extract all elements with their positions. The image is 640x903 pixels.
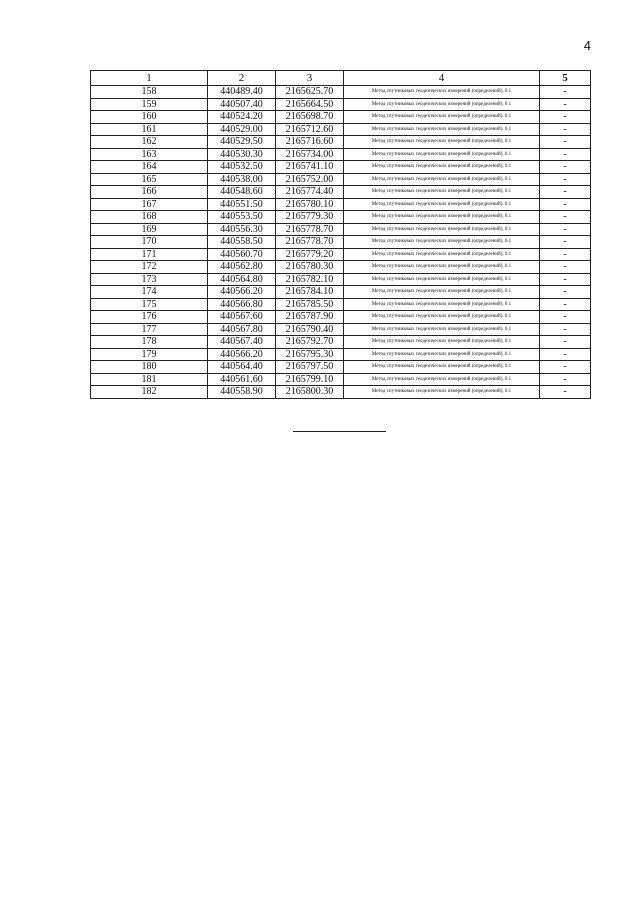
note-cell: - bbox=[540, 198, 591, 211]
note-cell: - bbox=[540, 311, 591, 324]
note-cell: - bbox=[540, 98, 591, 111]
x-coordinate-cell: 440551.50 bbox=[208, 198, 276, 211]
method-description-cell: Метод спутниковых геодезических измерений (определений), 0.1 bbox=[344, 211, 540, 224]
x-coordinate-cell: 440560.70 bbox=[208, 248, 276, 261]
y-coordinate-cell: 2165790.40 bbox=[276, 323, 344, 336]
method-description-cell: Метод спутниковых геодезических измерений (определений), 0.1 bbox=[344, 336, 540, 349]
header-col-1: 1 bbox=[91, 71, 208, 86]
method-description-cell: Метод спутниковых геодезических измерений (определений), 0.1 bbox=[344, 348, 540, 361]
table-row bbox=[91, 136, 591, 149]
note-cell: - bbox=[540, 223, 591, 236]
note-cell: - bbox=[540, 373, 591, 386]
point-number-cell: 174 bbox=[91, 286, 208, 299]
table-row bbox=[91, 173, 591, 186]
page-number: 4 bbox=[583, 38, 591, 53]
method-description-cell: Метод спутниковых геодезических измерений (определений), 0.1 bbox=[344, 186, 540, 199]
y-coordinate-cell: 2165785.50 bbox=[276, 298, 344, 311]
table-row bbox=[91, 248, 591, 261]
note-cell: - bbox=[540, 186, 591, 199]
method-description-cell: Метод спутниковых геодезических измерений (определений), 0.1 bbox=[344, 236, 540, 249]
note-cell: - bbox=[540, 148, 591, 161]
note-cell: - bbox=[540, 273, 591, 286]
method-description-cell: Метод спутниковых геодезических измерений (определений), 0.1 bbox=[344, 223, 540, 236]
y-coordinate-cell: 2165795.30 bbox=[276, 348, 344, 361]
table-row bbox=[91, 123, 591, 136]
note-cell: - bbox=[540, 286, 591, 299]
x-coordinate-cell: 440566.20 bbox=[208, 348, 276, 361]
y-coordinate-cell: 2165778.70 bbox=[276, 223, 344, 236]
x-coordinate-cell: 440567.60 bbox=[208, 311, 276, 324]
table-row bbox=[91, 361, 591, 374]
table-row bbox=[91, 273, 591, 286]
table-row bbox=[91, 286, 591, 299]
point-number-cell: 162 bbox=[91, 136, 208, 149]
method-description-cell: Метод спутниковых геодезических измерений (определений), 0.1 bbox=[344, 273, 540, 286]
method-description-cell: Метод спутниковых геодезических измерений (определений), 0.1 bbox=[344, 148, 540, 161]
y-coordinate-cell: 2165698.70 bbox=[276, 111, 344, 124]
y-coordinate-cell: 2165752.00 bbox=[276, 173, 344, 186]
note-cell: - bbox=[540, 261, 591, 274]
method-description-cell: Метод спутниковых геодезических измерений (определений), 0.1 bbox=[344, 386, 540, 399]
point-number-cell: 158 bbox=[91, 86, 208, 99]
y-coordinate-cell: 2165784.10 bbox=[276, 286, 344, 299]
note-cell: - bbox=[540, 248, 591, 261]
y-coordinate-cell: 2165716.60 bbox=[276, 136, 344, 149]
method-description-cell: Метод спутниковых геодезических измерений (определений), 0.1 bbox=[344, 173, 540, 186]
point-number-cell: 161 bbox=[91, 123, 208, 136]
note-cell: - bbox=[540, 161, 591, 174]
x-coordinate-cell: 440553.50 bbox=[208, 211, 276, 224]
point-number-cell: 165 bbox=[91, 173, 208, 186]
table-row bbox=[91, 311, 591, 324]
x-coordinate-cell: 440562.80 bbox=[208, 261, 276, 274]
point-number-cell: 168 bbox=[91, 211, 208, 224]
table-row bbox=[91, 211, 591, 224]
y-coordinate-cell: 2165782.10 bbox=[276, 273, 344, 286]
table-row bbox=[91, 148, 591, 161]
note-cell: - bbox=[540, 86, 591, 99]
method-description-cell: Метод спутниковых геодезических измерений (определений), 0.1 bbox=[344, 311, 540, 324]
table-header-row bbox=[91, 71, 591, 86]
point-number-cell: 166 bbox=[91, 186, 208, 199]
point-number-cell: 180 bbox=[91, 361, 208, 374]
x-coordinate-cell: 440558.50 bbox=[208, 236, 276, 249]
point-number-cell: 173 bbox=[91, 273, 208, 286]
note-cell: - bbox=[540, 136, 591, 149]
y-coordinate-cell: 2165741.10 bbox=[276, 161, 344, 174]
note-cell: - bbox=[540, 336, 591, 349]
x-coordinate-cell: 440558.90 bbox=[208, 386, 276, 399]
point-number-cell: 179 bbox=[91, 348, 208, 361]
coordinates-table bbox=[90, 70, 591, 399]
header-col-5: 5 bbox=[540, 71, 591, 86]
point-number-cell: 181 bbox=[91, 373, 208, 386]
header-col-2: 2 bbox=[208, 71, 276, 86]
x-coordinate-cell: 440567.80 bbox=[208, 323, 276, 336]
method-description-cell: Метод спутниковых геодезических измерений (определений), 0.1 bbox=[344, 373, 540, 386]
table-row bbox=[91, 261, 591, 274]
note-cell: - bbox=[540, 298, 591, 311]
method-description-cell: Метод спутниковых геодезических измерений (определений), 0.1 bbox=[344, 161, 540, 174]
y-coordinate-cell: 2165799.10 bbox=[276, 373, 344, 386]
y-coordinate-cell: 2165734.00 bbox=[276, 148, 344, 161]
method-description-cell: Метод спутниковых геодезических измерений (определений), 0.1 bbox=[344, 248, 540, 261]
header-col-4: 4 bbox=[344, 71, 540, 86]
method-description-cell: Метод спутниковых геодезических измерений (определений), 0.1 bbox=[344, 98, 540, 111]
method-description-cell: Метод спутниковых геодезических измерений (определений), 0.1 bbox=[344, 298, 540, 311]
x-coordinate-cell: 440561.60 bbox=[208, 373, 276, 386]
method-description-cell: Метод спутниковых геодезических измерений (определений), 0.1 bbox=[344, 123, 540, 136]
table-body bbox=[91, 86, 591, 399]
table-row bbox=[91, 386, 591, 399]
y-coordinate-cell: 2165625.70 bbox=[276, 86, 344, 99]
note-cell: - bbox=[540, 111, 591, 124]
x-coordinate-cell: 440564.80 bbox=[208, 273, 276, 286]
point-number-cell: 169 bbox=[91, 223, 208, 236]
table-row bbox=[91, 336, 591, 349]
point-number-cell: 175 bbox=[91, 298, 208, 311]
y-coordinate-cell: 2165664.50 bbox=[276, 98, 344, 111]
table-row bbox=[91, 373, 591, 386]
x-coordinate-cell: 440507.40 bbox=[208, 98, 276, 111]
y-coordinate-cell: 2165780.30 bbox=[276, 261, 344, 274]
point-number-cell: 176 bbox=[91, 311, 208, 324]
y-coordinate-cell: 2165797.50 bbox=[276, 361, 344, 374]
x-coordinate-cell: 440489.40 bbox=[208, 86, 276, 99]
table-row bbox=[91, 348, 591, 361]
note-cell: - bbox=[540, 323, 591, 336]
y-coordinate-cell: 2165787.90 bbox=[276, 311, 344, 324]
x-coordinate-cell: 440530.30 bbox=[208, 148, 276, 161]
point-number-cell: 170 bbox=[91, 236, 208, 249]
point-number-cell: 171 bbox=[91, 248, 208, 261]
table-row bbox=[91, 161, 591, 174]
x-coordinate-cell: 440538.00 bbox=[208, 173, 276, 186]
y-coordinate-cell: 2165792.70 bbox=[276, 336, 344, 349]
point-number-cell: 177 bbox=[91, 323, 208, 336]
y-coordinate-cell: 2165778.70 bbox=[276, 236, 344, 249]
point-number-cell: 159 bbox=[91, 98, 208, 111]
method-description-cell: Метод спутниковых геодезических измерений (определений), 0.1 bbox=[344, 86, 540, 99]
point-number-cell: 167 bbox=[91, 198, 208, 211]
x-coordinate-cell: 440548.60 bbox=[208, 186, 276, 199]
table-row bbox=[91, 298, 591, 311]
method-description-cell: Метод спутниковых геодезических измерений (определений), 0.1 bbox=[344, 198, 540, 211]
table-row bbox=[91, 111, 591, 124]
note-cell: - bbox=[540, 361, 591, 374]
point-number-cell: 182 bbox=[91, 386, 208, 399]
x-coordinate-cell: 440532.50 bbox=[208, 161, 276, 174]
point-number-cell: 160 bbox=[91, 111, 208, 124]
note-cell: - bbox=[540, 123, 591, 136]
table-row bbox=[91, 86, 591, 99]
x-coordinate-cell: 440556.30 bbox=[208, 223, 276, 236]
point-number-cell: 172 bbox=[91, 261, 208, 274]
header-col-3: 3 bbox=[276, 71, 344, 86]
method-description-cell: Метод спутниковых геодезических измерений (определений), 0.1 bbox=[344, 111, 540, 124]
x-coordinate-cell: 440564.40 bbox=[208, 361, 276, 374]
table-row bbox=[91, 223, 591, 236]
y-coordinate-cell: 2165800.30 bbox=[276, 386, 344, 399]
method-description-cell: Метод спутниковых геодезических измерений (определений), 0.1 bbox=[344, 286, 540, 299]
x-coordinate-cell: 440566.80 bbox=[208, 298, 276, 311]
x-coordinate-cell: 440566.20 bbox=[208, 286, 276, 299]
method-description-cell: Метод спутниковых геодезических измерений (определений), 0.1 bbox=[344, 261, 540, 274]
note-cell: - bbox=[540, 236, 591, 249]
table-row bbox=[91, 198, 591, 211]
note-cell: - bbox=[540, 173, 591, 186]
method-description-cell: Метод спутниковых геодезических измерений (определений), 0.1 bbox=[344, 136, 540, 149]
note-cell: - bbox=[540, 211, 591, 224]
end-rule bbox=[293, 431, 386, 432]
point-number-cell: 178 bbox=[91, 336, 208, 349]
y-coordinate-cell: 2165780.10 bbox=[276, 198, 344, 211]
table-row bbox=[91, 98, 591, 111]
point-number-cell: 163 bbox=[91, 148, 208, 161]
x-coordinate-cell: 440529.50 bbox=[208, 136, 276, 149]
table-row bbox=[91, 186, 591, 199]
method-description-cell: Метод спутниковых геодезических измерений (определений), 0.1 bbox=[344, 361, 540, 374]
x-coordinate-cell: 440524.20 bbox=[208, 111, 276, 124]
table-row bbox=[91, 323, 591, 336]
table-row bbox=[91, 236, 591, 249]
y-coordinate-cell: 2165779.30 bbox=[276, 211, 344, 224]
note-cell: - bbox=[540, 386, 591, 399]
point-number-cell: 164 bbox=[91, 161, 208, 174]
y-coordinate-cell: 2165712.60 bbox=[276, 123, 344, 136]
method-description-cell: Метод спутниковых геодезических измерений (определений), 0.1 bbox=[344, 323, 540, 336]
y-coordinate-cell: 2165779.20 bbox=[276, 248, 344, 261]
note-cell: - bbox=[540, 348, 591, 361]
x-coordinate-cell: 440529.00 bbox=[208, 123, 276, 136]
y-coordinate-cell: 2165774.40 bbox=[276, 186, 344, 199]
x-coordinate-cell: 440567.40 bbox=[208, 336, 276, 349]
